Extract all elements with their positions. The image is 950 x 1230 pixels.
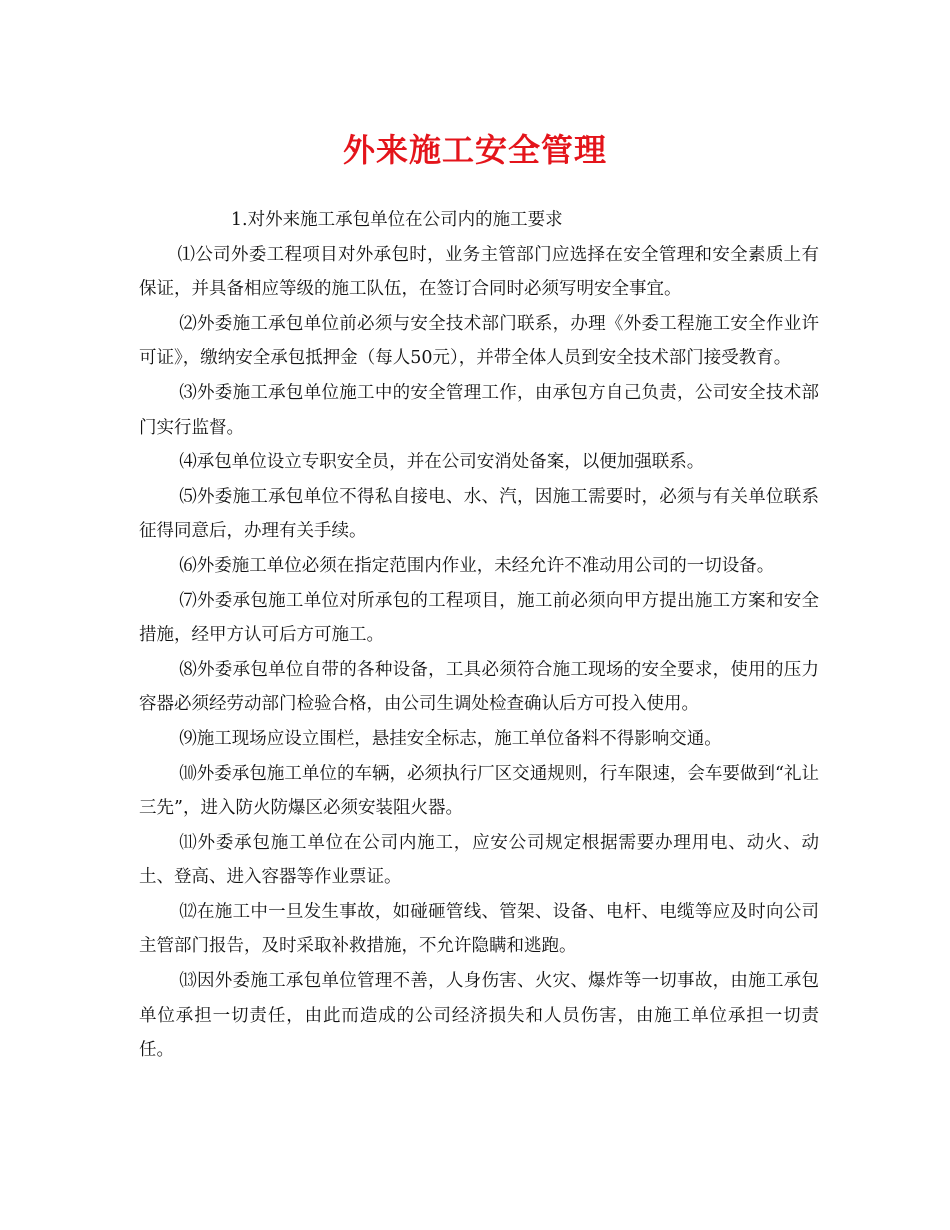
document-body (139, 203, 819, 1068)
requirement-item-2: ⑵外委施工承包单位前必须与安全技术部门联系，办理《外委工程施工安全作业许可证》，缴纳安全承包抵押金（每人50元），并带全体人员到安全技术部门接受教育。 (139, 313, 819, 369)
requirement-item-3: ⑶外委施工承包单位施工中的安全管理工作，由承包方自己负责，公司安全技术部门实行监督。 (139, 382, 819, 438)
requirement-item-4: ⑷承包单位设立专职安全员，并在公司安消处备案，以便加强联系。 (179, 452, 705, 473)
requirement-item-9: ⑼施工现场应设立围栏，悬挂安全标志，施工单位备料不得影响交通。 (179, 728, 722, 749)
requirement-item-10: ⑽外委承包施工单位的车辆，必须执行厂区交通规则，行车限速，会车要做到“礼让三先”，进入防火防爆区必须安装阻火器。 (139, 763, 819, 819)
requirement-item-1: ⑴公司外委工程项目对外承包时，业务主管部门应选择在安全管理和安全素质上有保证，并具备相应等级的施工队伍，在签订合同时必须写明安全事宜。 (139, 244, 819, 300)
requirement-item-12: ⑿在施工中一旦发生事故，如碰砸管线、管架、设备、电杆、电缆等应及时向公司主管部门报告，及时采取补救措施，不允许隐瞒和逃跑。 (139, 901, 819, 957)
requirement-item-13: ⒀因外委施工承包单位管理不善，人身伤害、火灾、爆炸等一切事故，由施工承包单位承担一切责任，由此而造成的公司经济损失和人员伤害，由施工单位承担一切责任。 (139, 971, 819, 1061)
requirement-item-6: ⑹外委施工单位必须在指定范围内作业，未经允许不准动用公司的一切设备。 (179, 555, 775, 576)
document-title: 外来施工安全管理 (342, 131, 607, 169)
requirement-item-11: ⑾外委承包施工单位在公司内施工，应安公司规定根据需要办理用电、动火、动土、登高、进入容器等作业票证。 (139, 832, 819, 888)
requirement-item-5: ⑸外委施工承包单位不得私自接电、水、汽，因施工需要时，必须与有关单位联系征得同意后，办理有关手续。 (139, 486, 819, 542)
requirement-item-7: ⑺外委承包施工单位对所承包的工程项目，施工前必须向甲方提出施工方案和安全措施，经甲方认可后方可施工。 (139, 590, 819, 646)
section-heading: 1.对外来施工承包单位在公司内的施工要求 (230, 210, 563, 230)
requirement-item-8: ⑻外委承包单位自带的各种设备，工具必须符合施工现场的安全要求，使用的压力容器必须经劳动部门检验合格，由公司生调处检查确认后方可投入使用。 (139, 659, 819, 715)
